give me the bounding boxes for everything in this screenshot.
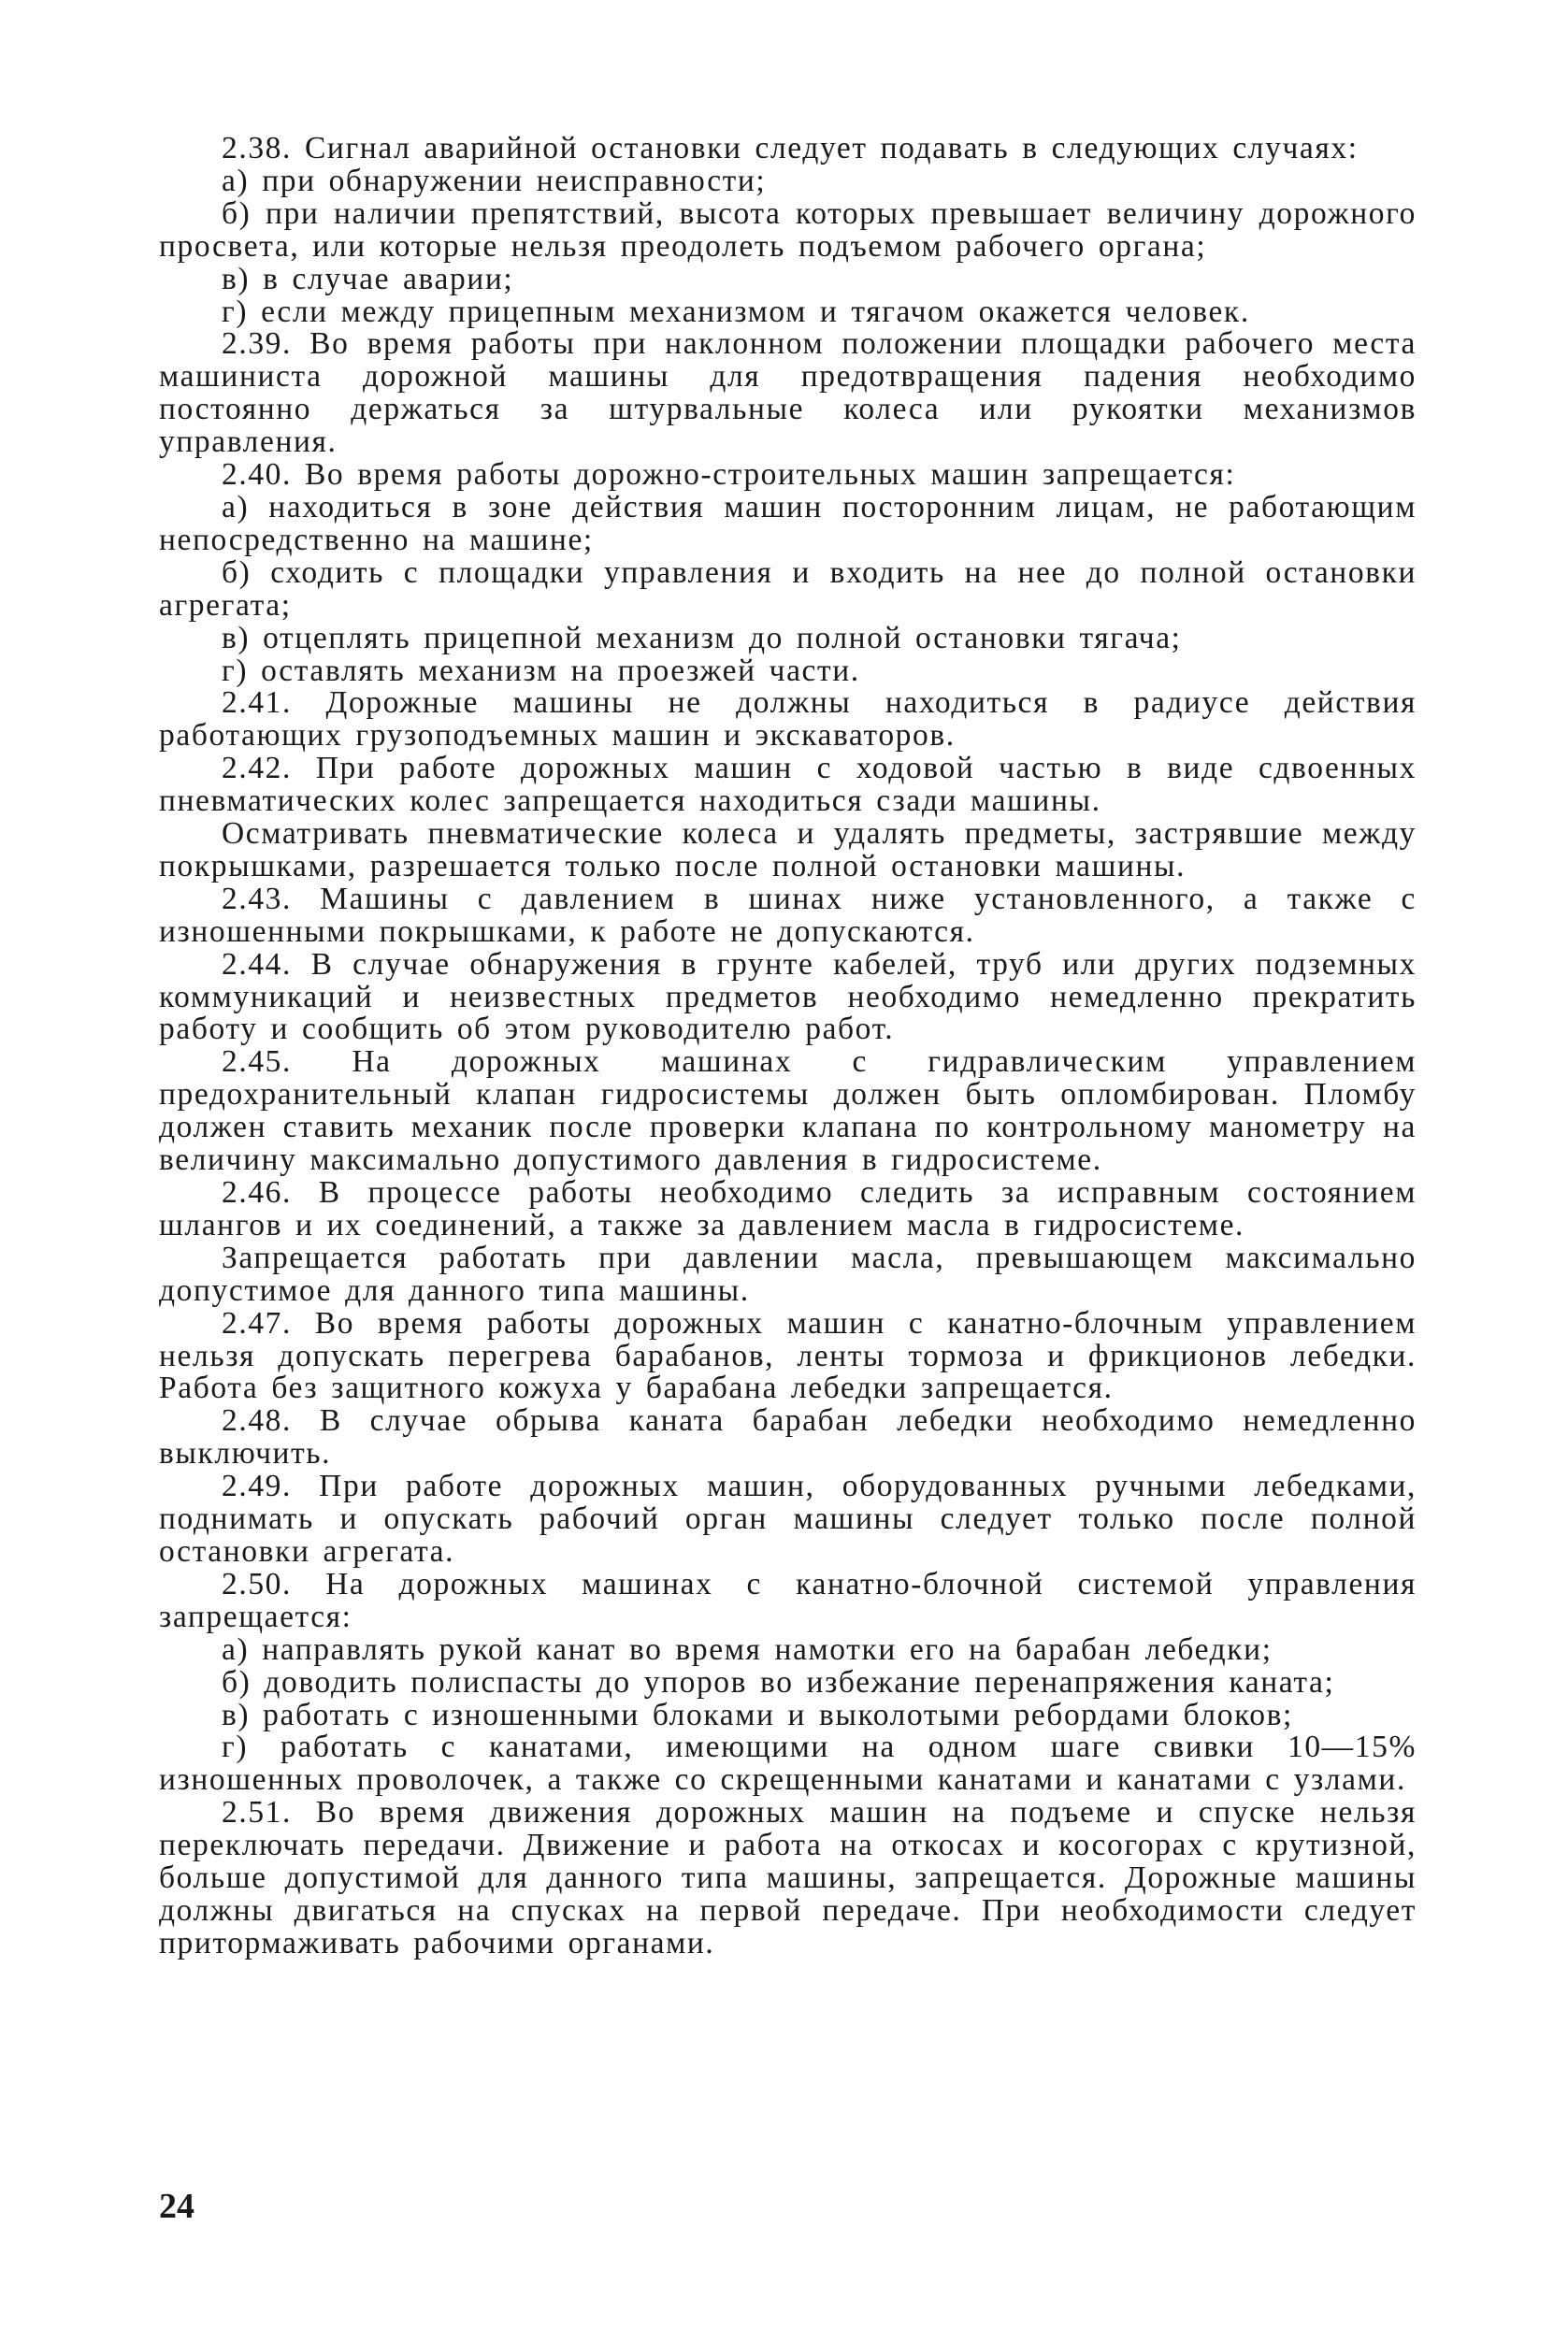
paragraph-2-45: 2.45. На дорожных машинах с гидравлическим управлением предохранительный клапан гидросистемы должен быть опломбирован. Пломбу должен ставить механик после проверки клапана по контрольному манометру на величину максимально допустимого давления в гидросистеме. [159, 1044, 1417, 1178]
paragraph-2-46: 2.46. В процессе работы необходимо следить за исправным состоянием шлангов и их соединений, а также за давлением масла в гидросистеме. [159, 1175, 1417, 1242]
list-item-a: а) направлять рукой канат во время намотки его на барабан лебедки; [222, 1631, 1273, 1667]
paragraph-2-38: 2.38. Сигнал аварийной остановки следует подавать в следующих случаях: [222, 131, 1359, 165]
list-item-a: а) при обнаружении неисправности; [222, 163, 767, 198]
list-item-a: а) находиться в зоне действия машин посторонним лицам, не работающим непосредственно на машине; [159, 489, 1417, 557]
paragraph-2-46-cont: Запрещается работать при давлении масла, превышающем максимально допустимое для данного типа машины. [159, 1240, 1417, 1308]
paragraph-2-42-cont: Осматривать пневматические колеса и удалять предметы, застрявшие между покрышками, разрешается только после полной остановки машины. [159, 816, 1417, 883]
list-item-g: г) оставлять механизм на проезжей части. [222, 653, 860, 688]
list-item-v: в) в случае аварии; [222, 261, 514, 296]
page-number: 24 [159, 2187, 194, 2226]
list-item-v: в) отцеплять прицепной механизм до полной остановки тягача; [222, 620, 1182, 655]
paragraph-2-40: 2.40. Во время работы дорожно-строительных машин запрещается: [222, 457, 1236, 493]
paragraph-2-51: 2.51. Во время движения дорожных машин на подъеме и спуске нельзя переключать передачи. Движение и работа на откосах и косогорах с крутизной, больше допустимой для данного типа машины, запрещается. Дорожные машины должны двигаться на спусках на первой передаче. При необходимости следует притормаживать рабочими органами. [159, 1795, 1417, 1960]
list-item-g: г) работать с канатами, имеющими на одном шаге свивки 10—15% изношенных проволочек, а также со скрещенными канатами и канатами с узлами. [159, 1730, 1417, 1798]
list-item-v: в) работать с изношенными блоками и выколотыми ребордами блоков; [222, 1697, 1293, 1732]
paragraph-2-47: 2.47. Во время работы дорожных машин с канатно-блочным управлением нельзя допускать перегрева барабанов, ленты тормоза и фрикционов лебедки. Работа без защитного кожуха у барабана лебедки запрещается. [159, 1305, 1417, 1406]
paragraph-2-50: 2.50. На дорожных машинах с канатно-блочной системой управления запрещается: [159, 1566, 1417, 1634]
list-item-b: б) сходить с площадки управления и входить на нее до полной остановки агрегата; [159, 554, 1417, 623]
list-item-g: г) если между прицепным механизмом и тягачом окажется человек. [222, 294, 1250, 329]
paragraph-2-48: 2.48. В случае обрыва каната барабан лебедки необходимо немедленно выключить. [159, 1403, 1417, 1472]
paragraph-2-43: 2.43. Машины с давлением в шинах ниже установленного, а также с изношенными покрышками, к работе не допускаются. [159, 881, 1417, 949]
document-body [159, 133, 1417, 1960]
paragraph-2-41: 2.41. Дорожные машины не должны находиться в радиусе действия работающих грузоподъемных машин и экскаваторов. [159, 685, 1417, 754]
paragraph-2-42: 2.42. При работе дорожных машин с ходовой частью в виде сдвоенных пневматических колес запрещается находиться сзади машины. [159, 751, 1417, 819]
list-item-b: б) доводить полиспасты до упоров во избежание перенапряжения каната; [222, 1664, 1335, 1700]
paragraph-2-49: 2.49. При работе дорожных машин, оборудованных ручными лебедками, поднимать и опускать рабочий орган машины следует только после полной остановки агрегата. [159, 1469, 1417, 1569]
list-item-b: б) при наличии препятствий, высота которых превышает величину дорожного просвета, или которые нельзя преодолеть подъемом рабочего органа; [159, 195, 1417, 264]
paragraph-2-39: 2.39. Во время работы при наклонном положении площадки рабочего места машиниста дорожной машины для предотвращения падения необходимо постоянно держаться за штурвальные колеса или рукоятки механизмов управления. [159, 326, 1417, 460]
paragraph-2-44: 2.44. В случае обнаружения в грунте кабелей, труб или других подземных коммуникаций и неизвестных предметов необходимо немедленно прекратить работу и сообщить об этом руководителю работ. [159, 946, 1417, 1047]
